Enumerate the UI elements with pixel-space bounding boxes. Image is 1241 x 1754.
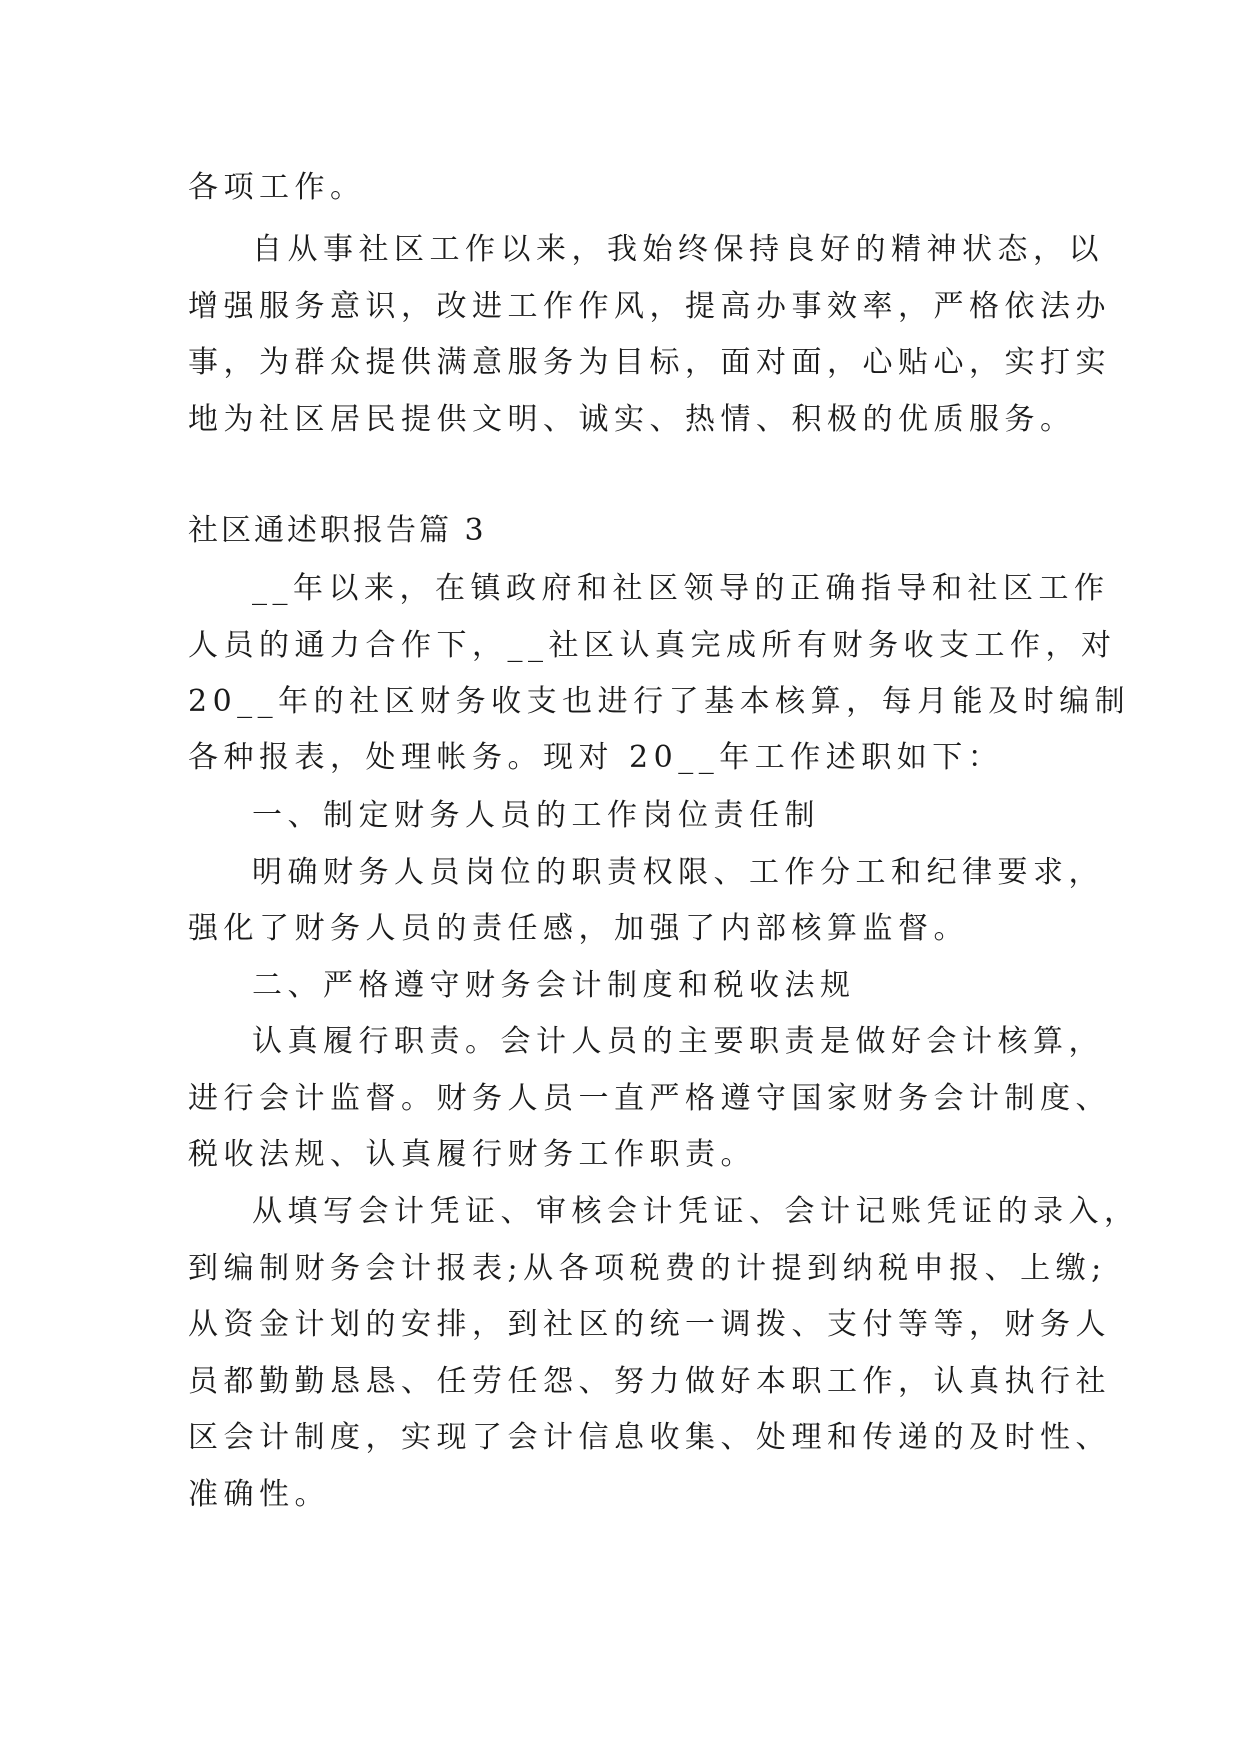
text-line: 各项工作。: [188, 170, 366, 205]
paragraph-first-line: __年以来，在镇政府和社区领导的正确指导和社区工作: [252, 571, 1110, 606]
text-line: 人员的通力合作下，__社区认真完成所有财务收支工作，对: [188, 628, 1117, 663]
text-line: 各种报表，处理帐务。现对 20__年工作述职如下：: [188, 740, 1004, 775]
text-line: 强化了财务人员的责任感，加强了内部核算监督。: [188, 911, 969, 946]
paragraph-first-line: 明确财务人员岗位的职责权限、工作分工和纪律要求，: [252, 855, 1104, 890]
text-line: 进行会计监督。财务人员一直严格遵守国家财务会计制度、: [188, 1081, 1111, 1116]
text-line: 税收法规、认真履行财务工作职责。: [188, 1137, 756, 1172]
text-line: 增强服务意识，改进工作作风，提高办事效率，严格依法办: [188, 289, 1111, 324]
text-line: 20__年的社区财务收支也进行了基本核算，每月能及时编制: [188, 684, 1131, 719]
paragraph-first-line: 认真履行职责。会计人员的主要职责是做好会计核算，: [252, 1024, 1104, 1059]
section-heading: 社区通述职报告篇 3: [188, 513, 487, 548]
paragraph-first-line: 自从事社区工作以来，我始终保持良好的精神状态，以: [252, 232, 1104, 267]
text-line: 从资金计划的安排，到社区的统一调拨、支付等等，财务人: [188, 1307, 1111, 1342]
text-line: 区会计制度，实现了会计信息收集、处理和传递的及时性、: [188, 1420, 1111, 1455]
paragraph-first-line: 从填写会计凭证、审核会计凭证、会计记账凭证的录入，: [252, 1194, 1140, 1229]
text-line: 员都勤勤恳恳、任劳任怨、努力做好本职工作，认真执行社: [188, 1364, 1111, 1399]
text-line: 准确性。: [188, 1477, 330, 1512]
text-line: 地为社区居民提供文明、诚实、热情、积极的优质服务。: [188, 402, 1076, 437]
text-line: 事，为群众提供满意服务为目标，面对面，心贴心，实打实: [188, 345, 1111, 380]
subheading: 一、制定财务人员的工作岗位责任制: [252, 798, 820, 833]
subheading: 二、严格遵守财务会计制度和税收法规: [252, 968, 856, 1003]
text-line: 到编制财务会计报表;从各项税费的计提到纳税申报、上缴;: [188, 1251, 1107, 1286]
